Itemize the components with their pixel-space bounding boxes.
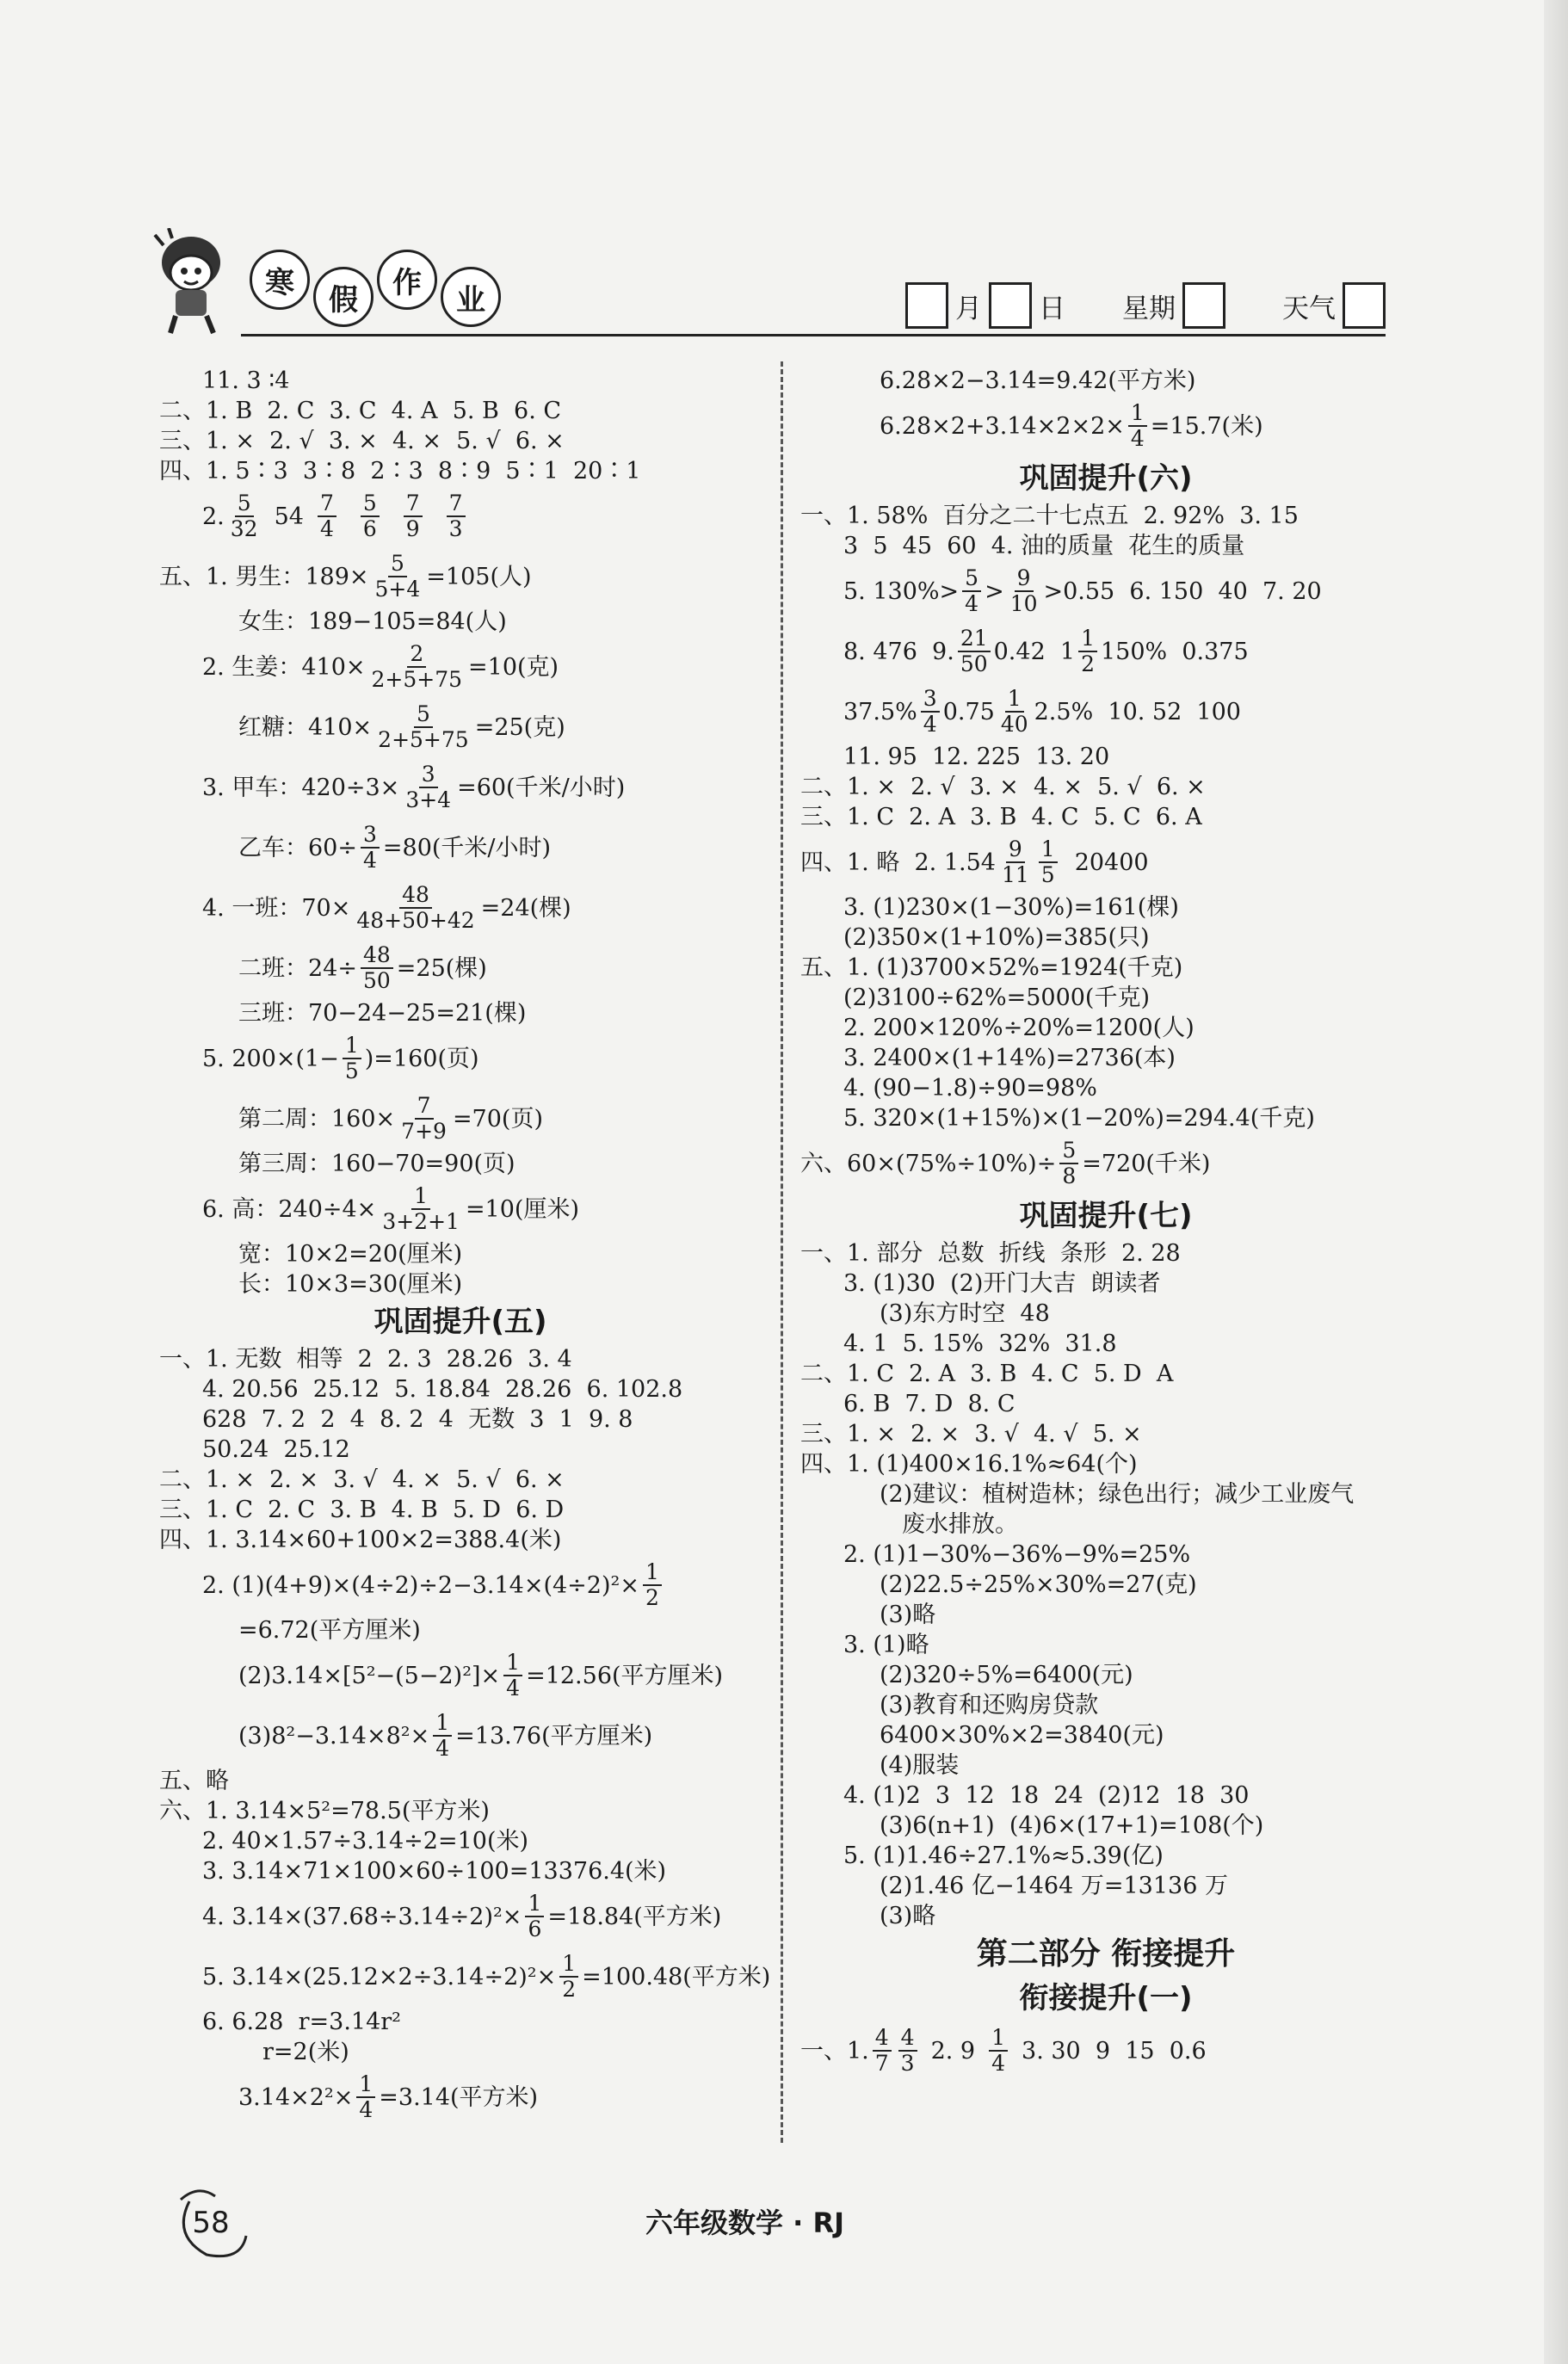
answer-line: (2)3100÷62%=5000(千克)	[843, 984, 1150, 1011]
answer-line: 一、1. 部分 总数 折线 条形 2. 28	[800, 1240, 1181, 1267]
answer-line: 一、1. $\frac{4}{7}$ $\frac{4}{3}$ 2. 9 $\frac{1}{4}$ 3. 30 9 15 0.6	[800, 2025, 1207, 2076]
fraction: $\frac{5}{6}$	[361, 491, 380, 541]
answer-line: 女生：189−105=84(人)	[238, 608, 507, 635]
fraction: $\frac{3}{3+4}$	[405, 762, 452, 812]
fraction: $\frac{2}{2+5+75}$	[371, 641, 463, 692]
answer-line: 五、略	[159, 1768, 229, 1794]
header-rule	[241, 334, 1386, 336]
fraction: $\frac{9}{11}$	[1001, 836, 1029, 887]
answer-line: 废水排放。	[902, 1511, 1018, 1538]
answer-line: 6. 高：240÷4× $\frac{1}{3+2+1}$ =10(厘米)	[202, 1183, 579, 1234]
right-column	[800, 366, 1411, 2081]
answer-line: 3 5 45 60 4. 油的质量 花生的质量	[843, 533, 1245, 559]
answer-line: 2. (1)(4+9)×(4÷2)÷2−3.14×(4÷2)²× $\frac{1}{2}$	[159, 1555, 762, 1615]
fraction: $\frac{3}{4}$	[921, 687, 940, 737]
answer-line: 2. 200×120%÷20%=1200(人)	[843, 1015, 1195, 1041]
weather-box[interactable]	[1343, 282, 1386, 329]
fraction: $\frac{1}{3+2+1}$	[382, 1183, 460, 1234]
fraction: $\frac{48}{48+50+42}$	[356, 882, 475, 933]
answer-line: 二、1. × 2. × 3. √ 4. × 5. √ 6. ×	[159, 1466, 565, 1493]
left-column	[159, 366, 771, 2127]
day-label: 日	[1039, 293, 1065, 324]
answer-line: 6. B 7. D 8. C	[843, 1391, 1015, 1417]
weather-label: 天气	[1282, 293, 1336, 324]
answer-line: 二、1. C 2. A 3. B 4. C 5. D A	[800, 1361, 1174, 1387]
title-char-4: 业	[441, 267, 501, 327]
answer-line: 三、1. × 2. × 3. √ 4. √ 5. ×	[800, 1421, 1142, 1447]
answer-line: 六、1. 3.14×5²=78.5(平方米)	[159, 1798, 490, 1824]
fraction: $\frac{21}{50}$	[958, 626, 991, 676]
answer-line: =6.72(平方厘米)	[238, 1617, 421, 1644]
answer-line: 第二周：160× $\frac{7}{7+9}$ =70(页)	[238, 1093, 543, 1144]
subject-label: 六年级数学 · RJ	[645, 2207, 844, 2239]
fraction: $\frac{5}{2+5+75}$	[378, 701, 469, 752]
page-number-badge	[172, 2184, 250, 2262]
answer-line: 4. (1)2 3 12 18 24 (2)12 18 30	[843, 1782, 1250, 1809]
weekday-label: 星期	[1122, 293, 1176, 324]
answer-line: 2. 生姜：410× $\frac{2}{2+5+75}$ =10(克)	[202, 641, 559, 692]
answer-line: (2)1.46 亿−1464 万=13136 万	[880, 1873, 1228, 1899]
fraction: $\frac{4}{7}$	[873, 2026, 892, 2076]
fraction: $\frac{1}{4}$	[1128, 401, 1147, 451]
answer-line: 3.14×2²× $\frac{1}{4}$ =3.14(平方米)	[238, 2071, 539, 2122]
fraction: $\frac{48}{50}$	[361, 943, 393, 993]
answer-line: (3)6(n+1) (4)6×(17+1)=108(个)	[880, 1812, 1264, 1839]
page-header	[146, 215, 1386, 340]
answer-line: 4. (90−1.8)÷90=98%	[843, 1075, 1097, 1102]
answer-line: (3)东方时空 48	[880, 1300, 1050, 1327]
fraction: $\frac{1}{40}$	[1000, 686, 1028, 737]
fraction: $\frac{7}{3}$	[447, 491, 466, 541]
answer-line: 二班：24÷ $\frac{48}{50}$ =25(棵)	[238, 942, 487, 993]
answer-line: 四、1. (1)400×16.1%≈64(个)	[800, 1451, 1138, 1478]
answer-line: 4. 1 5. 15% 32% 31.8	[843, 1330, 1117, 1357]
answer-line: 三、1. C 2. A 3. B 4. C 5. C 6. A	[800, 804, 1202, 830]
answer-line: (4)服装	[880, 1752, 960, 1779]
answer-line: 6400×30%×2=3840(元)	[880, 1722, 1164, 1749]
answer-line: 三班：70−24−25=21(棵)	[238, 1000, 527, 1027]
weekday-box[interactable]	[1182, 282, 1225, 329]
mascot-boy-icon	[146, 228, 241, 336]
answer-line: 2. (1)1−30%−36%−9%=25%	[843, 1541, 1191, 1568]
fraction: $\frac{1}{4}$	[989, 2026, 1008, 2076]
answer-line: 628 7. 2 2 4 8. 2 4 无数 3 1 9. 8	[202, 1406, 633, 1433]
fraction: $\frac{1}{2}$	[1078, 626, 1097, 676]
answer-line: 6.28×2−3.14=9.42(平方米)	[880, 367, 1196, 394]
answer-line: 6.28×2+3.14×2×2× $\frac{1}{4}$ =15.7(米)	[880, 400, 1263, 451]
fraction: $\frac{5}{5+4}$	[374, 551, 421, 602]
title-char-1: 寒	[250, 250, 310, 310]
answer-line: 37.5% $\frac{3}{4}$ 0.75 $\frac{1}{40}$ 2.5% 10. 52 100	[843, 686, 1241, 737]
answer-line: 5. 320×(1+15%)×(1−20%)=294.4(千克)	[843, 1105, 1315, 1132]
fraction: $\frac{3}{4}$	[361, 823, 380, 873]
answer-line: (3)教育和还购房贷款	[880, 1692, 1099, 1719]
page-footer	[0, 2177, 1568, 2263]
answer-line: r=2(米)	[262, 2039, 349, 2065]
answer-line: 4. 一班：70× $\frac{48}{48+50+42}$ =24(棵)	[202, 882, 571, 933]
section-title: 巩固提升(六)	[1019, 460, 1193, 496]
answer-line: (2)22.5÷25%×30%=27(克)	[880, 1571, 1197, 1598]
fraction: $\frac{7}{9}$	[404, 491, 423, 541]
answer-line: 5. (1)1.46÷27.1%≈5.39(亿)	[843, 1842, 1164, 1869]
answer-line: 四、1. 5∶3 3∶8 2∶3 8∶9 5∶1 20∶1	[159, 458, 641, 485]
answer-line: 3. 甲车：420÷3× $\frac{3}{3+4}$ =60(千米/小时)	[202, 762, 626, 812]
fraction: $\frac{9}{10}$	[1009, 565, 1038, 616]
fraction: $\frac{1}{4}$	[503, 1651, 522, 1700]
month-box[interactable]	[905, 282, 948, 329]
section-title: 巩固提升(五)	[373, 1304, 547, 1339]
fraction: $\frac{1}{5}$	[343, 1034, 361, 1083]
answer-line: 3. (1)230×(1−30%)=161(棵)	[843, 894, 1179, 921]
answer-line: 2. 40×1.57÷3.14÷2=10(米)	[202, 1828, 529, 1855]
answer-line: (2)建议：植树造林；绿色出行；减少工业废气	[880, 1481, 1355, 1508]
answer-line: 11. 95 12. 225 13. 20	[843, 744, 1110, 770]
answer-line: 二、1. B 2. C 3. C 4. A 5. B 6. C	[159, 398, 562, 424]
title-char-3: 作	[377, 250, 437, 310]
answer-line: 4. 3.14×(37.68÷3.14÷2)²× $\frac{1}{6}$ =18.84(平方米)	[202, 1891, 722, 1941]
answer-line: 一、1. 58% 百分之二十七点五 2. 92% 3. 15	[800, 503, 1299, 529]
answer-line: 8. 476 9. $\frac{21}{50}$ 0.42 1 $\frac{1}{2}$ 150% 0.375	[843, 626, 1249, 676]
answer-line: 5. 3.14×(25.12×2÷3.14÷2)²× $\frac{1}{2}$ =100.48(平方米)	[202, 1951, 771, 2002]
answer-line: 4. 20.56 25.12 5. 18.84 28.26 6. 102.8	[202, 1376, 683, 1403]
part-title: 第二部分 衔接提升	[976, 1935, 1236, 1972]
page-number: 58	[192, 2206, 230, 2240]
fraction: $\frac{5}{4}$	[962, 566, 981, 616]
fraction: $\frac{5}{8}$	[1059, 1139, 1078, 1188]
fraction: $\frac{1}{2}$	[643, 1560, 662, 1610]
answer-line: 一、1. 无数 相等 2 2. 3 28.26 3. 4	[159, 1346, 572, 1373]
answer-line: 5. 130%> $\frac{5}{4}$ > $\frac{9}{10}$ >0.55 6. 150 40 7. 20	[843, 565, 1322, 616]
title-char-2: 假	[313, 267, 373, 327]
section-title: 衔接提升(一)	[1019, 1980, 1193, 2015]
answer-line: (3)8²−3.14×8²× $\frac{1}{4}$ =13.76(平方厘米)	[238, 1710, 653, 1761]
answer-line: 四、1. 略 2. 1.54 $\frac{9}{11}$ $\frac{1}{5}$ 20400	[800, 836, 1149, 887]
answer-line: 3. 2400×(1+14%)=2736(本)	[843, 1045, 1176, 1071]
month-label: 月	[955, 293, 982, 324]
answer-line: 宽：10×2=20(厘米)	[238, 1241, 463, 1268]
fraction: $\frac{4}{3}$	[898, 2026, 917, 2076]
answer-line: 3. (1)30 (2)开门大吉 朗读者	[843, 1270, 1161, 1297]
answer-line: 50.24 25.12	[202, 1436, 350, 1463]
fraction: $\frac{1}{5}$	[1039, 837, 1058, 887]
answer-line: 3. 3.14×71×100×60÷100=13376.4(米)	[202, 1858, 667, 1885]
answer-line: 三、1. × 2. √ 3. × 4. × 5. √ 6. ×	[159, 428, 565, 454]
answer-line: (2)3.14×[5²−(5−2)²]× $\frac{1}{4}$ =12.56(平方厘米)	[238, 1650, 724, 1700]
fraction: $\frac{7}{7+9}$	[401, 1093, 447, 1144]
column-divider	[781, 361, 783, 2143]
answer-line: 6. 6.28 r=3.14r²	[202, 2009, 402, 2035]
answer-line: (3)略	[880, 1602, 936, 1628]
answer-line: 5. 200×(1− $\frac{1}{5}$ )=160(页)	[202, 1033, 479, 1083]
fraction: $\frac{1}{2}$	[559, 1952, 578, 2002]
answer-line: 三、1. C 2. C 3. B 4. B 5. D 6. D	[159, 1497, 565, 1523]
title-badge-row	[250, 250, 501, 327]
answer-line: (3)略	[880, 1903, 936, 1929]
answer-line: 2. $\frac{5}{32}$ 54 $\frac{7}{4}$ $\frac{5}{6}$ $\frac{7}{9}$ $\frac{7}{3}$	[159, 486, 762, 546]
date-weather-bar	[905, 282, 1386, 329]
answer-line: (2)350×(1+10%)=385(只)	[843, 924, 1150, 951]
page-edge-shadow	[1544, 0, 1568, 2364]
answer-line: 四、1. 3.14×60+100×2=388.4(米)	[159, 1527, 562, 1553]
fraction: $\frac{5}{32}$	[230, 491, 258, 541]
answer-line: 第三周：160−70=90(页)	[238, 1151, 515, 1177]
answer-line: 二、1. × 2. √ 3. × 4. × 5. √ 6. ×	[800, 774, 1206, 800]
answer-line: 六、60×(75%÷10%)÷ $\frac{5}{8}$ =720(千米)	[800, 1138, 1211, 1188]
fraction: $\frac{7}{4}$	[318, 491, 336, 541]
fraction: $\frac{1}{6}$	[525, 1892, 544, 1941]
answer-line: 11. 3 ∶4	[202, 367, 290, 394]
answer-line: 3. (1)略	[843, 1632, 929, 1658]
answer-line: 长：10×3=30(厘米)	[238, 1271, 463, 1298]
answer-line: 红糖：410× $\frac{5}{2+5+75}$ =25(克)	[238, 701, 565, 752]
section-title: 巩固提升(七)	[1019, 1198, 1193, 1233]
answer-line: 五、1. (1)3700×52%=1924(千克)	[800, 954, 1183, 981]
answer-line: (2)320÷5%=6400(元)	[880, 1662, 1133, 1688]
answer-line: 乙车：60÷ $\frac{3}{4}$ =80(千米/小时)	[238, 822, 552, 873]
day-box[interactable]	[989, 282, 1032, 329]
answer-line: 五、1. 男生：189× $\frac{5}{5+4}$ =105(人)	[159, 551, 532, 602]
fraction: $\frac{1}{4}$	[356, 2072, 375, 2122]
fraction: $\frac{1}{4}$	[433, 1711, 452, 1761]
